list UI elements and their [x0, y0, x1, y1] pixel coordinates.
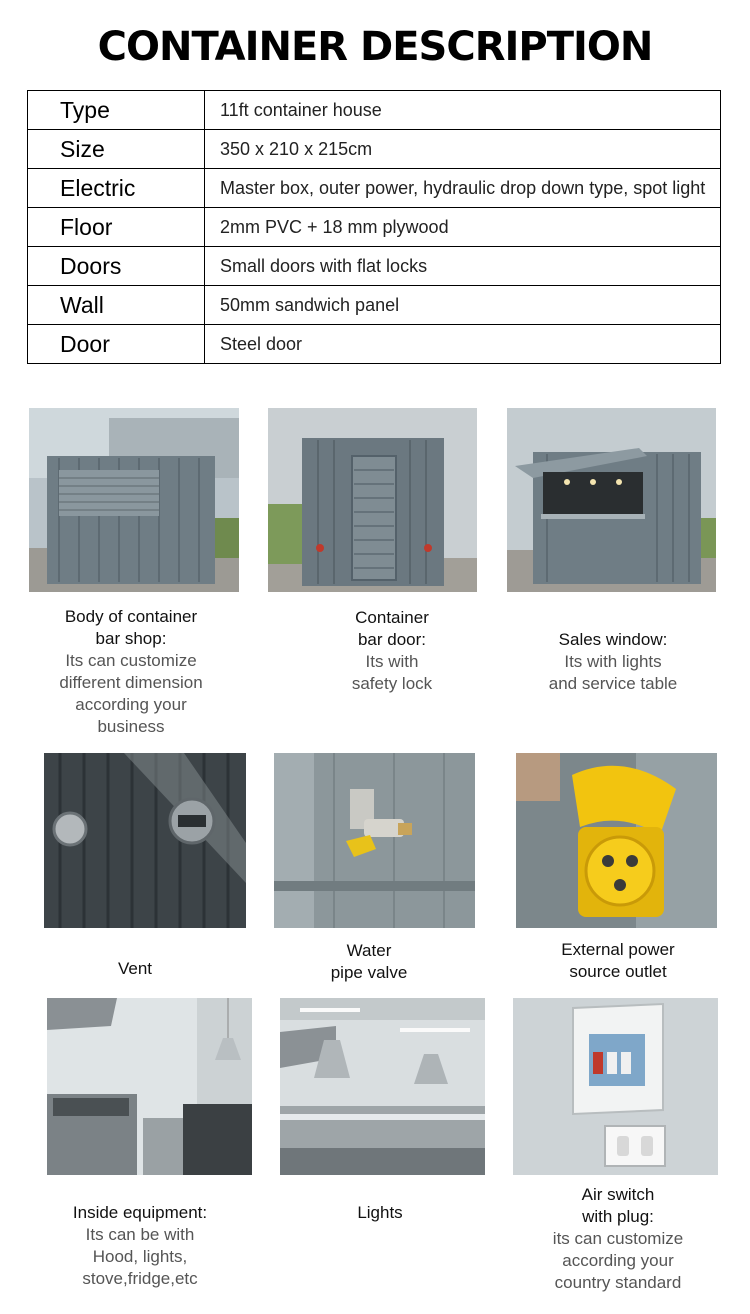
page-title: CONTAINER DESCRIPTION — [97, 24, 653, 70]
caption-detail: Its can be with — [85, 1225, 195, 1244]
caption-detail: Its with lights — [564, 652, 662, 671]
spec-row-size — [28, 130, 721, 169]
caption-title: Air switch — [581, 1185, 655, 1204]
vent-photo — [44, 753, 246, 928]
caption-detail: according your — [562, 1251, 674, 1270]
caption-detail: different dimension — [59, 673, 203, 692]
caption-detail: business — [97, 717, 165, 736]
caption-detail: safety lock — [351, 674, 433, 693]
spec-key: Size — [28, 130, 205, 169]
spec-row-door — [28, 325, 721, 364]
caption-window — [523, 629, 703, 695]
caption-equipment — [50, 1202, 230, 1290]
spec-value: Master box, outer power, hydraulic drop down type, spot light — [205, 169, 721, 208]
caption-outlet — [528, 939, 708, 983]
spec-value: 2mm PVC + 18 mm plywood — [205, 208, 721, 247]
spec-row-electric — [28, 169, 721, 208]
water-valve-photo — [274, 753, 475, 928]
caption-detail: stove,fridge,etc — [82, 1269, 198, 1288]
spec-key: Type — [28, 91, 205, 130]
container-door-photo — [268, 408, 477, 592]
spec-value: 350 x 210 x 215cm — [205, 130, 721, 169]
caption-valve — [279, 940, 459, 984]
spec-row-wall — [28, 286, 721, 325]
caption-title: with plug: — [582, 1207, 654, 1226]
spec-key: Electric — [28, 169, 205, 208]
spec-row-type — [28, 91, 721, 130]
caption-title: Water — [346, 941, 392, 960]
caption-air-switch — [528, 1184, 708, 1294]
power-outlet-photo — [516, 753, 717, 928]
caption-title: bar door: — [357, 630, 427, 649]
spec-key: Door — [28, 325, 205, 364]
caption-detail: its can customize — [552, 1229, 684, 1248]
caption-detail: and service table — [548, 674, 678, 693]
caption-body — [41, 606, 221, 738]
caption-detail: according your — [75, 695, 187, 714]
spec-table — [27, 90, 721, 364]
caption-vent — [45, 958, 225, 980]
caption-title: pipe valve — [330, 963, 408, 982]
spec-value: 11ft container house — [205, 91, 721, 130]
lights-photo — [280, 998, 485, 1175]
spec-key: Doors — [28, 247, 205, 286]
caption-title: source outlet — [569, 962, 667, 981]
spec-value: Small doors with flat locks — [205, 247, 721, 286]
caption-title: Lights — [357, 1203, 403, 1222]
spec-row-floor — [28, 208, 721, 247]
caption-title: Vent — [117, 959, 153, 978]
sales-window-photo — [507, 408, 716, 592]
caption-title: External power — [561, 940, 675, 959]
spec-key: Floor — [28, 208, 205, 247]
caption-detail: Hood, lights, — [92, 1247, 188, 1266]
caption-title: bar shop: — [95, 629, 167, 648]
caption-detail: country standard — [554, 1273, 682, 1292]
caption-door — [302, 607, 482, 695]
caption-title: Container — [355, 608, 429, 627]
inside-equipment-photo — [47, 998, 252, 1175]
spec-value: 50mm sandwich panel — [205, 286, 721, 325]
caption-detail: Its with — [365, 652, 419, 671]
caption-title: Body of container — [64, 607, 198, 626]
air-switch-photo — [513, 998, 718, 1175]
container-body-photo — [29, 408, 239, 592]
spec-row-doors — [28, 247, 721, 286]
spec-key: Wall — [28, 286, 205, 325]
spec-value: Steel door — [205, 325, 721, 364]
caption-lights — [290, 1202, 470, 1224]
caption-detail: Its can customize — [65, 651, 197, 670]
caption-title: Inside equipment: — [72, 1203, 208, 1222]
caption-title: Sales window: — [558, 630, 668, 649]
